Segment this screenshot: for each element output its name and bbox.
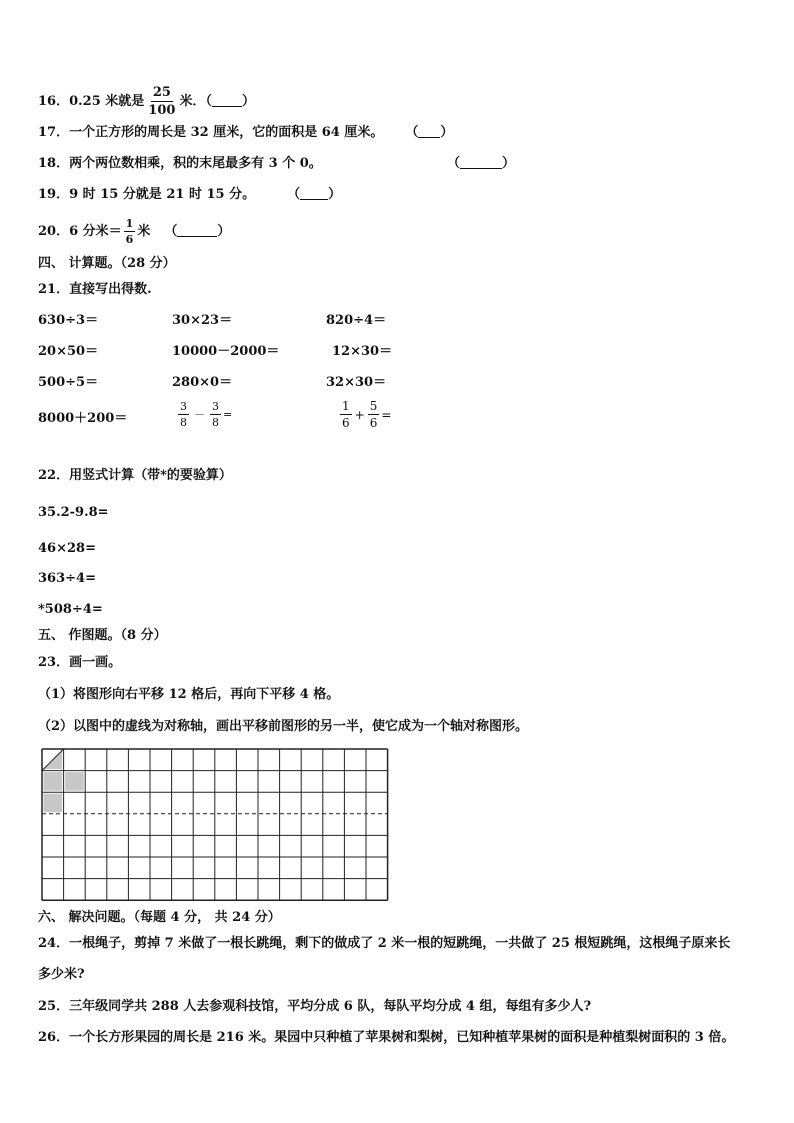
q21-r4-c2-b-num: 3 [212,400,219,413]
q19-answer-blank[interactable] [300,186,328,200]
q20-text-post: 米 [137,224,151,239]
q21-r2-c2: 10000－2000＝ [172,344,280,359]
question-26: 26．一个长方形果园的周长是 216 米。果园中只种植了苹果树和梨树，已知种植苹果树的面积是种植梨树面积的 3 倍。 [38,1030,735,1045]
q17-open: （ [405,125,419,140]
q20-answer-blank[interactable] [177,223,217,237]
q21-r4-c2-eq: = [223,407,233,421]
q22-item-1: 35.2-9.8= [38,505,109,520]
q16-frac-denominator: 100 [148,103,176,118]
q24-line-1: 24．一根绳子，剪掉 7 米做了一根长跳绳，剩下的做成了 2 米一根的短跳绳，一共做了 25 根短跳绳，这根绳子原来长 [38,936,731,951]
q16-text-pre: 0.25 米就是 [69,94,145,109]
q21-r4-c3-frac-b [368,400,380,429]
q20-close: ） [217,224,231,239]
q17-answer-blank[interactable] [418,124,440,138]
q21-r1-c3: 820÷4＝ [326,313,387,328]
q21-title: 21．直接写出得数. [38,282,152,297]
q18-text: 18．两个两位数相乘，积的末尾最多有 3 个 0。 [38,156,322,171]
question-18 [38,155,322,173]
q18-close: ） [502,156,516,171]
q21-r4-c2-b-den: 8 [212,416,219,429]
q21-r4-c2-a-num: 3 [180,400,187,413]
q18-answer-blank[interactable] [460,155,502,169]
shaded-cell-2 [44,794,63,813]
q17-text: 17．一个正方形的周长是 32 厘米，它的面积是 64 厘米。 [38,125,384,140]
q21-r2-c3: 12×30＝ [332,344,393,359]
question-17 [38,124,453,142]
grid-svg[interactable] [41,748,389,901]
q21-r2-c1: 20×50＝ [38,344,99,359]
q18-open: （ [447,156,461,171]
q20-open: （ [164,224,178,239]
q17-close: ） [440,125,454,140]
q23-title: 23．画一画。 [38,655,122,670]
q21-r3-c2: 280×0＝ [172,375,233,390]
q16-fraction [146,86,177,117]
q22-item-3: 363÷4= [38,571,96,586]
q21-r4-c3-a-num: 1 [342,399,350,413]
q21-r4-c1: 8000＋200＝ [38,411,128,426]
q23-sub-2: （2）以图中的虚线为对称轴，画出平移前图形的另一半，使它成为一个轴对称图形。 [38,719,529,734]
q21-r4-c3-b-num: 5 [369,399,378,413]
q21-r4-c2-a-den: 8 [180,416,187,429]
q21-r4-c3-eq: = [381,407,392,422]
q16-frac-numerator: 25 [152,85,171,100]
q24-line-2: 多少米? [38,967,85,982]
question-25: 25．三年级同学共 288 人去参观科技馆，平均分成 6 队，每队平均分成 4 组，每组有多少人? [38,999,592,1014]
q20-fraction [124,218,136,245]
q22-item-4: *508÷4= [38,602,103,617]
q18-answer [447,155,515,173]
q16-answer-blank[interactable] [212,93,242,107]
q21-r3-c3: 32×30＝ [326,375,387,390]
q23-sub-1: （1）将图形向右平移 12 格后，再向下平移 4 格。 [38,687,340,702]
q19-open: （ [287,187,301,202]
question-16 [38,86,255,117]
section-4-heading: 四、 计算题。（28 分） [38,256,176,271]
q20-frac-denominator: 6 [125,233,134,246]
question-20 [38,218,230,245]
q21-r4-c3-frac-a [340,400,352,429]
q19-close: ） [328,187,342,202]
q21-r3-c1: 500÷5＝ [38,375,99,390]
q22-item-2: 46×28= [38,541,96,556]
section-5-heading: 五、 作图题。（8 分） [38,628,167,643]
q22-title: 22．用竖式计算（带*的要验算） [38,468,232,483]
section-6-heading: 六、 解决问题。（每题 4 分， 共 24 分） [38,910,281,925]
q21-r4-c3-op: + [354,407,365,422]
q21-r4-c2-frac-a [178,401,189,428]
drawing-grid[interactable] [41,748,389,905]
q21-r4-c2 [176,401,232,428]
q21-r1-c1: 630÷3＝ [38,313,99,328]
q16-close: ） [241,94,255,109]
q20-text-pre: 20．6 分米＝ [38,224,122,239]
q16-number: 16． [38,94,70,109]
question-19 [38,186,341,204]
q21-r4-c3-a-den: 6 [342,416,350,430]
shaded-cell-3 [44,772,63,791]
q16-text-post: 米．（ [179,94,212,109]
q21-r4-c3-b-den: 6 [369,416,378,430]
q20-frac-numerator: 1 [125,217,134,230]
q21-r4-c3 [338,400,391,429]
q19-text: 19．9 时 15 分就是 21 时 15 分。 [38,187,256,202]
q21-r4-c2-frac-b [210,401,221,428]
q21-r4-c2-op: － [194,407,205,421]
shaded-cell-1 [65,772,84,791]
q21-r1-c2: 30×23＝ [172,313,233,328]
